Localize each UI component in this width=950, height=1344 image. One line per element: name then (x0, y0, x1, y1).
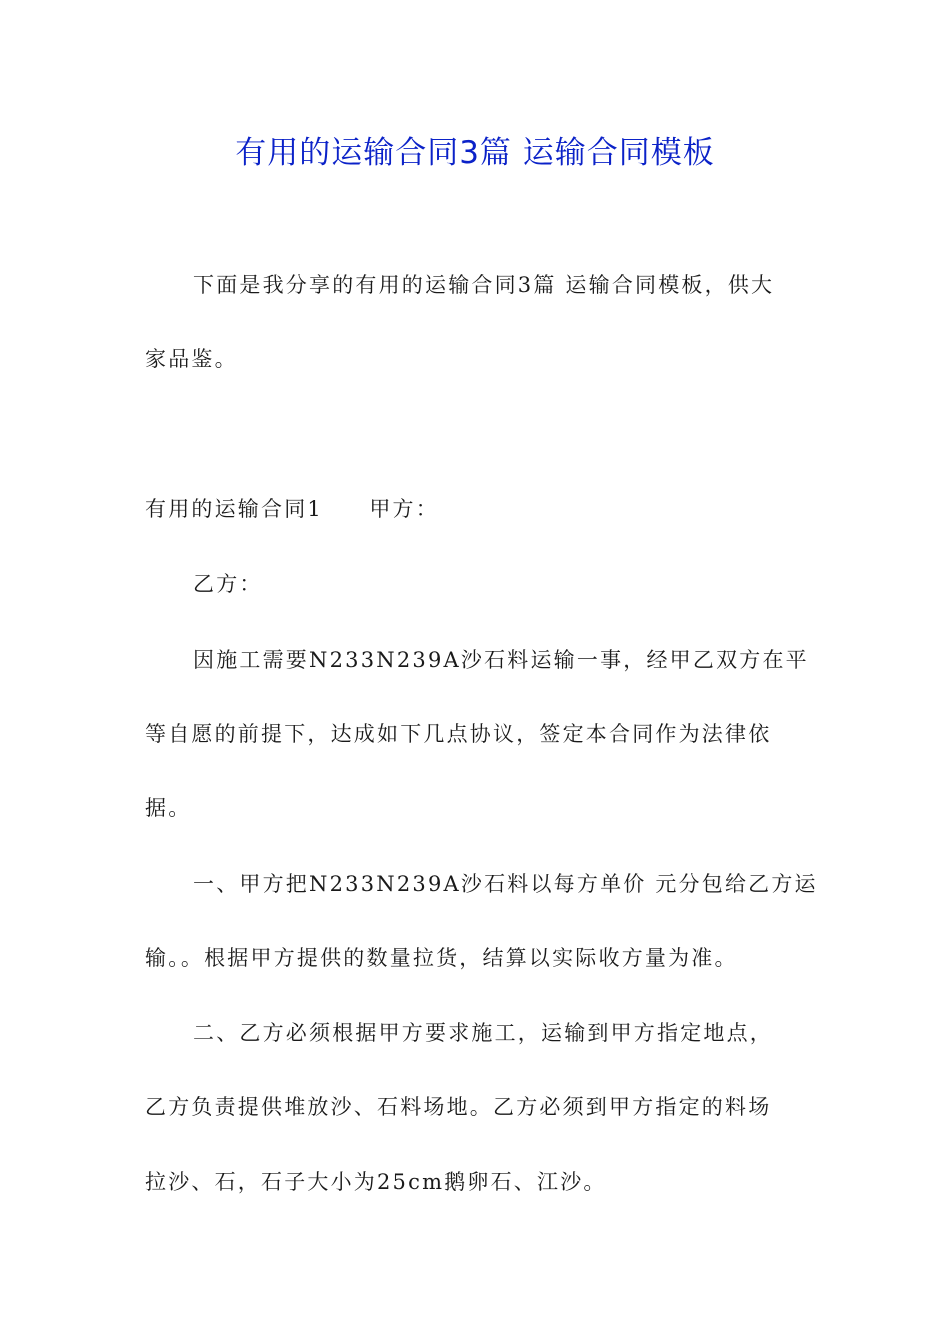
paragraph-line: 家品鉴。 (145, 347, 238, 371)
paragraph-line: 等自愿的前提下，达成如下几点协议，签定本合同作为法律依 (145, 722, 772, 746)
section-heading-line: 有用的运输合同1 甲方： (145, 497, 439, 521)
document-title: 有用的运输合同3篇 运输合同模板 (235, 135, 715, 171)
paragraph-line: 拉沙、石，石子大小为25cm鹅卵石、江沙。 (145, 1170, 607, 1194)
paragraph-line: 二、乙方必须根据甲方要求施工，运输到甲方指定地点， (193, 1021, 773, 1045)
paragraph-line: 因施工需要N233N239A沙石料运输一事，经甲乙双方在平 (193, 648, 809, 672)
paragraph-line: 下面是我分享的有用的运输合同3篇 运输合同模板，供大 (193, 273, 775, 297)
paragraph-line: 据。 (145, 796, 192, 820)
paragraph-line: 输。。根据甲方提供的数量拉货，结算以实际收方量为准。 (145, 946, 738, 970)
paragraph-line: 一、甲方把N233N239A沙石料以每方单价 元分包给乙方运 (193, 872, 818, 896)
paragraph-line: 乙方负责提供堆放沙、石料场地。乙方必须到甲方指定的料场 (145, 1095, 772, 1119)
paragraph-line: 乙方： (193, 572, 263, 596)
